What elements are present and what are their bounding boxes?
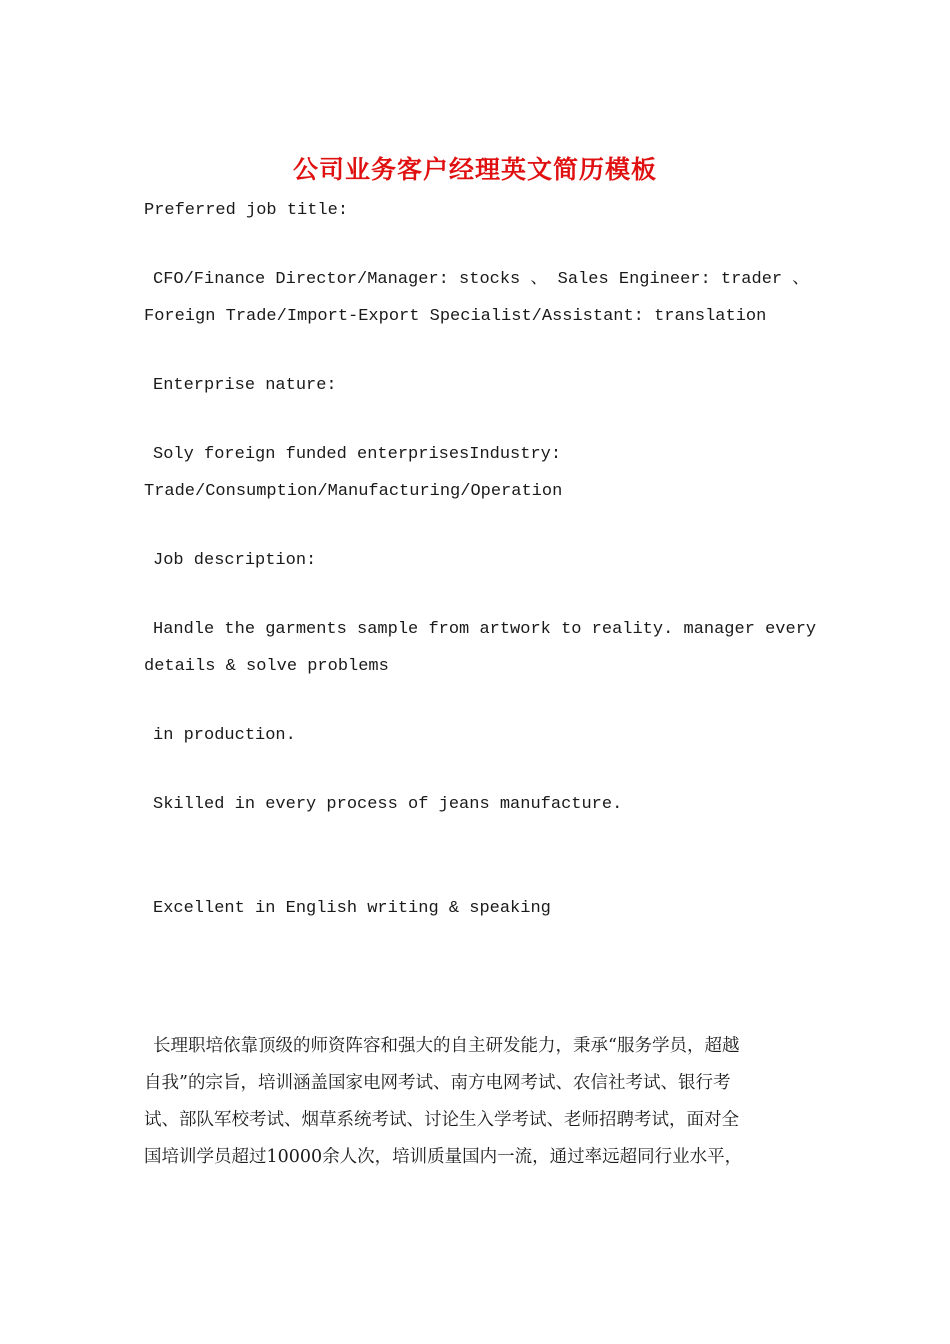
enterprise-nature-line-1: Soly foreign funded enterprisesIndustry:	[153, 445, 562, 464]
promo-line-4: 国培训学员超过10000余人次，培训质量国内一流，通过率远超同行业水平，	[144, 1147, 743, 1167]
english-skills-line: Excellent in English writing & speaking	[153, 899, 551, 918]
job-titles-line-1: CFO/Finance Director/Manager: stocks 、 Sales Engineer: trader 、	[153, 270, 810, 289]
job-description-label: Job description:	[153, 551, 317, 570]
job-description-line-3: in production.	[153, 726, 296, 745]
enterprise-nature-label: Enterprise nature:	[153, 376, 337, 395]
skills-line: Skilled in every process of jeans manufacture.	[153, 795, 623, 814]
promo-line-2: 自我”的宗旨，培训涵盖国家电网考试、南方电网考试、农信社考试、银行考	[144, 1073, 731, 1093]
promo-line-3: 试、部队军校考试、烟草系统考试、讨论生入学考试、老师招聘考试，面对全	[144, 1110, 739, 1130]
document-title: 公司业务客户经理英文简历模板	[292, 155, 657, 184]
enterprise-nature-line-2: Trade/Consumption/Manufacturing/Operation	[144, 482, 563, 501]
preferred-job-title-label: Preferred job title:	[144, 201, 349, 220]
promo-line-1: 长理职培依靠顶级的师资阵容和强大的自主研发能力，秉承“服务学员，超越	[153, 1036, 740, 1056]
job-titles-line-2: Foreign Trade/Import-Export Specialist/Assistant: translation	[144, 307, 767, 326]
job-description-line-2: details & solve problems	[144, 657, 389, 676]
promo-paragraph	[144, 1028, 806, 1176]
job-description-line-1: Handle the garments sample from artwork to reality. manager every	[153, 620, 817, 639]
